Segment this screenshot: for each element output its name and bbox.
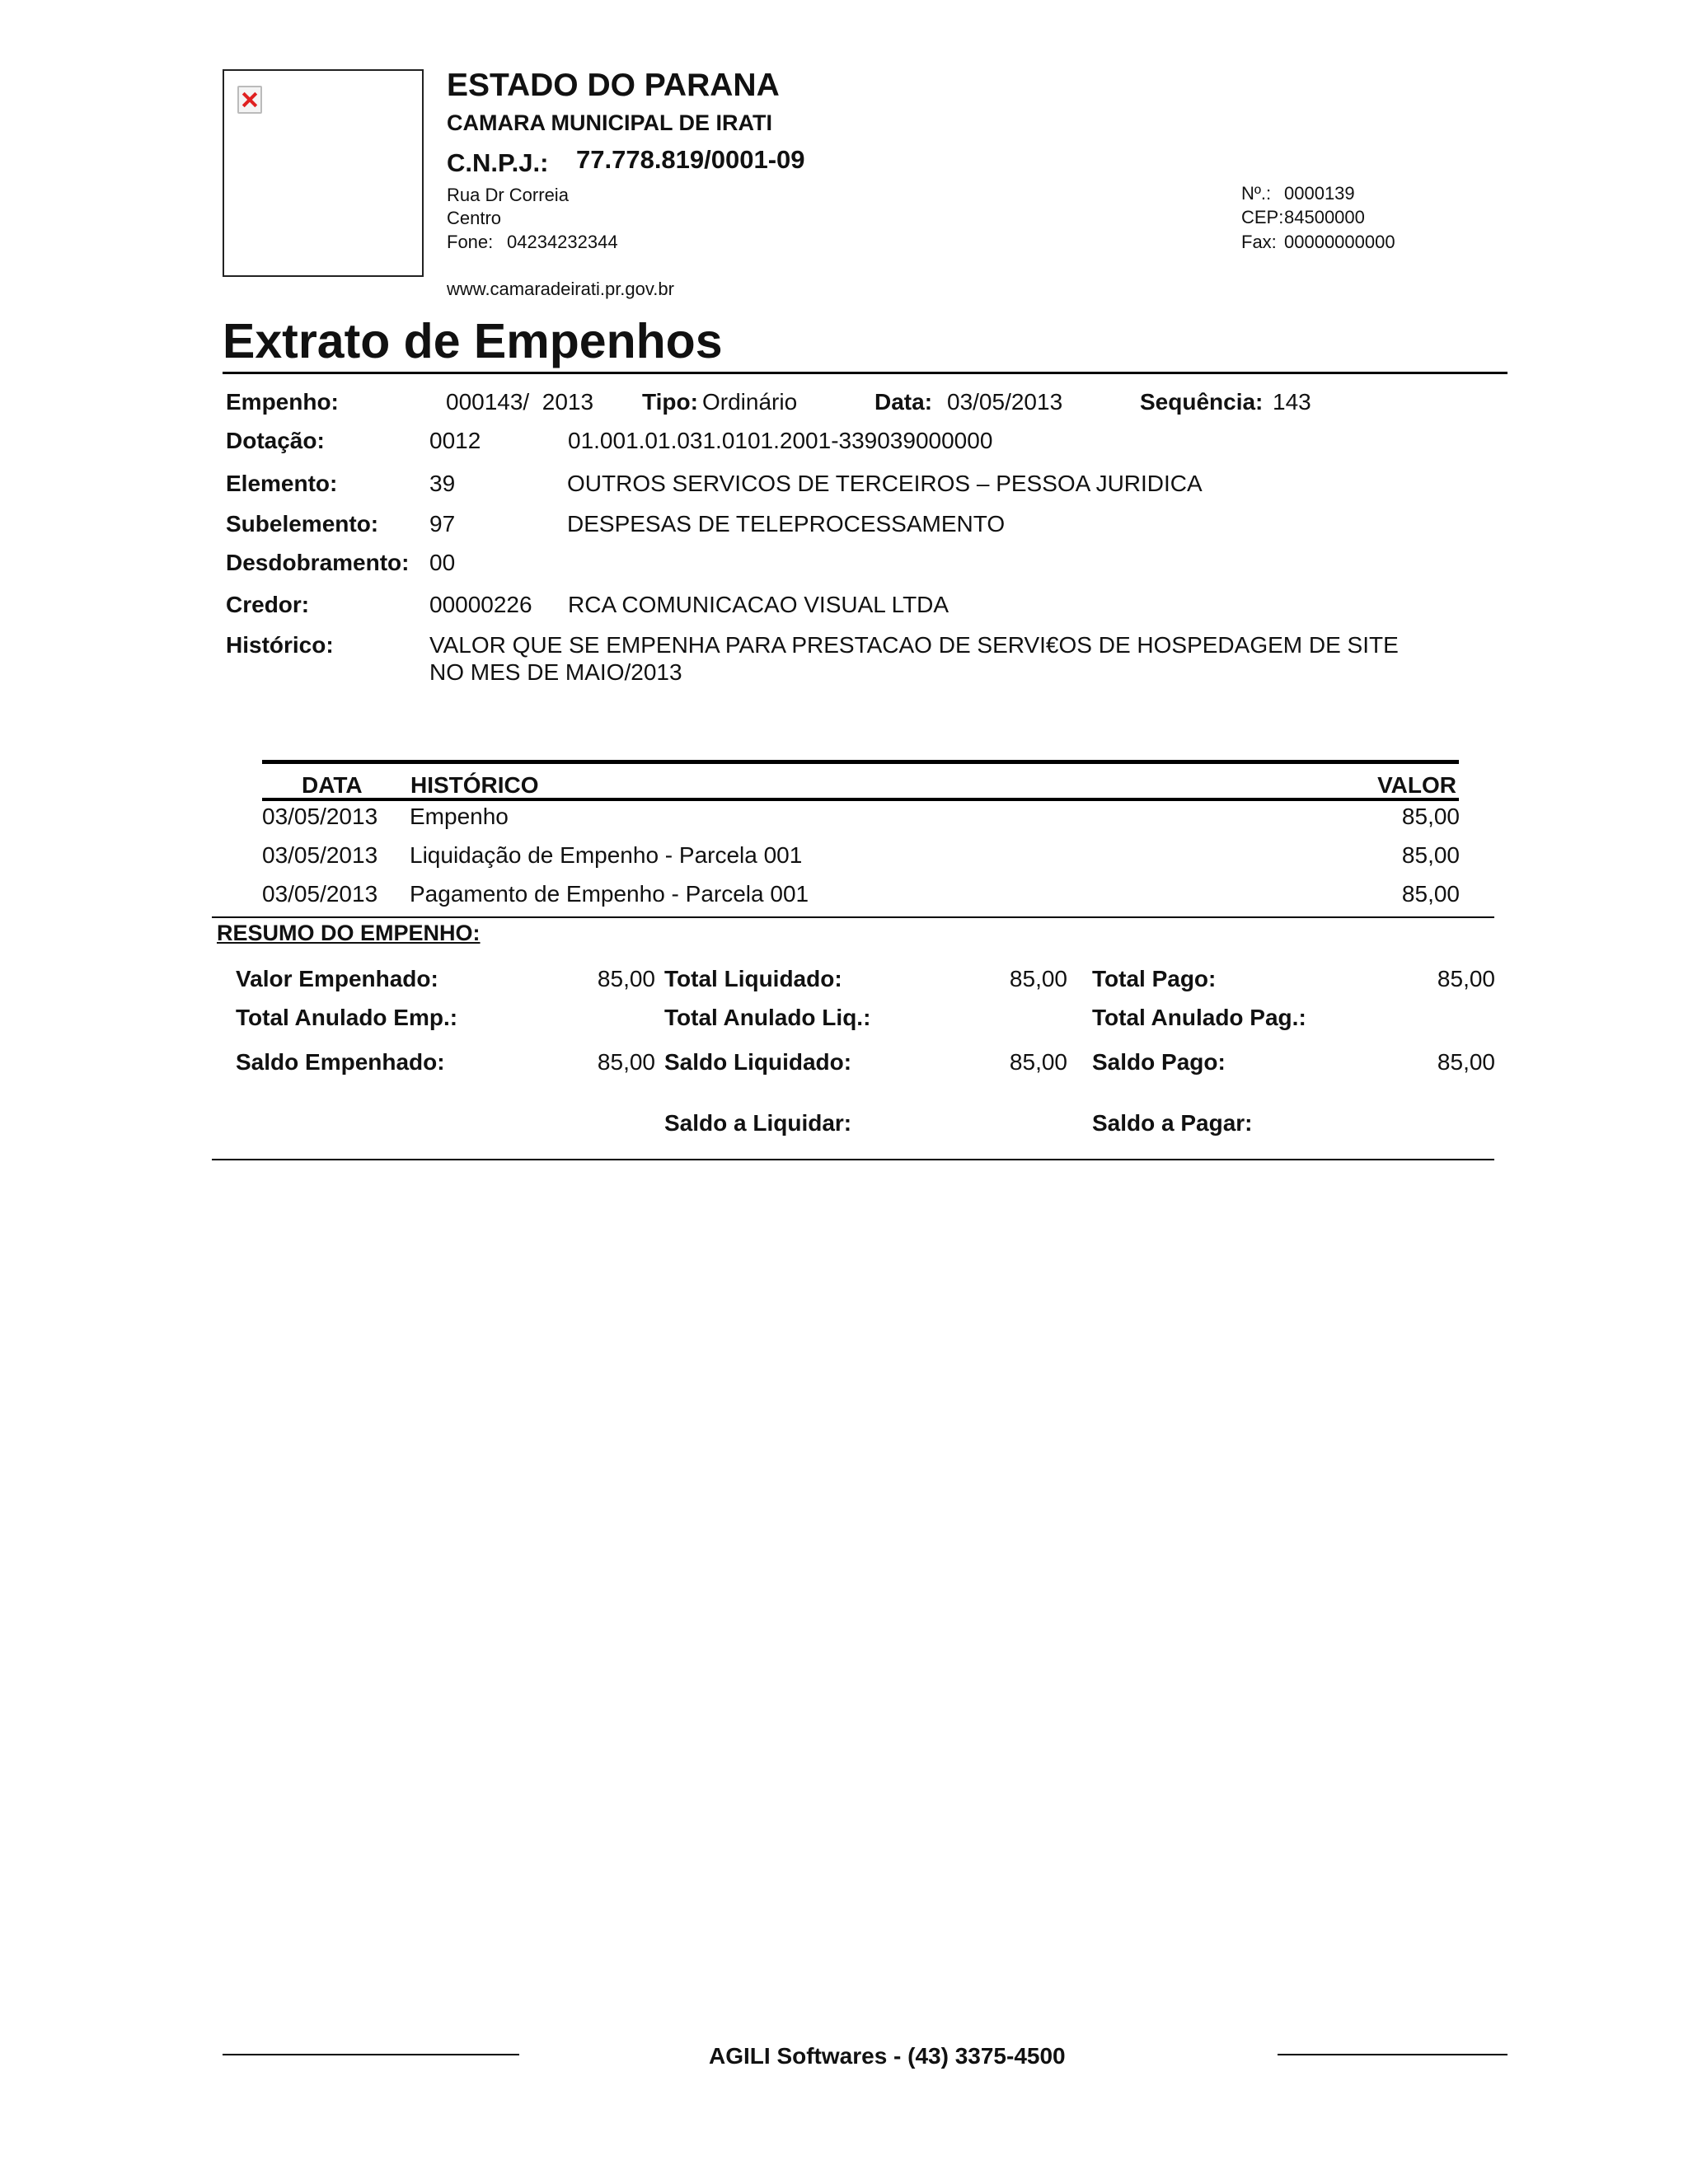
subelemento-label: Subelemento: [226, 511, 379, 537]
footer-text: AGILI Softwares - (43) 3375-4500 [709, 2043, 1066, 2069]
cnpj-label: C.N.P.J.: [447, 148, 549, 177]
dotacao-desc: 01.001.01.031.0101.2001-339039000000 [568, 428, 993, 453]
col-header-valor: VALOR [1377, 772, 1456, 798]
total-pago-label: Total Pago: [1092, 966, 1217, 991]
saldo-pago-value: 85,00 [1437, 1049, 1495, 1075]
elemento-desc: OUTROS SERVICOS DE TERCEIROS – PESSOA JURIDICA [567, 471, 1203, 496]
row-value: 85,00 [1401, 842, 1460, 868]
data-value: 03/05/2013 [947, 389, 1063, 415]
sequencia-label: Sequência: [1140, 389, 1264, 415]
dotacao-code: 0012 [429, 428, 481, 453]
total-anulado-pag-label: Total Anulado Pag.: [1092, 1005, 1306, 1030]
total-pago-value: 85,00 [1437, 966, 1495, 991]
sequencia-value: 143 [1273, 389, 1311, 415]
table-top-rule [262, 760, 1459, 764]
valor-empenhado-label: Valor Empenhado: [236, 966, 438, 991]
row-value: 85,00 [1401, 804, 1460, 829]
number-label: Nº.: [1241, 183, 1272, 204]
credor-name: RCA COMUNICACAO VISUAL LTDA [568, 592, 950, 617]
cep-value: 84500000 [1284, 207, 1365, 227]
fax-label: Fax: [1241, 232, 1277, 252]
row-date: 03/05/2013 [262, 804, 378, 829]
tipo-label: Tipo: [642, 389, 698, 415]
footer-rule-left [223, 2054, 519, 2055]
page-title: Extrato de Empenhos [223, 314, 723, 368]
state-name: ESTADO DO PARANA [447, 68, 780, 103]
broken-image-icon [237, 86, 262, 114]
desdobramento-code: 00 [429, 550, 456, 575]
table-header-rule [262, 798, 1459, 801]
row-description: Empenho [410, 804, 509, 829]
credor-label: Credor: [226, 592, 310, 617]
cnpj-value: 77.778.819/0001-09 [576, 145, 805, 174]
row-value: 85,00 [1401, 881, 1460, 907]
saldo-a-pagar-label: Saldo a Pagar: [1092, 1110, 1253, 1136]
historico-line-1: VALOR QUE SE EMPENHA PARA PRESTACAO DE SERVI€OS DE HOSPEDAGEM DE SITE [429, 632, 1399, 658]
dotacao-label: Dotação: [226, 428, 325, 453]
row-date: 03/05/2013 [262, 881, 378, 907]
empenho-value: 000143/ 2013 [446, 389, 594, 415]
row-description: Pagamento de Empenho - Parcela 001 [410, 881, 809, 907]
fax-value: 00000000000 [1284, 232, 1395, 252]
historico-line-2: NO MES DE MAIO/2013 [429, 659, 682, 685]
saldo-empenhado-value: 85,00 [597, 1049, 655, 1075]
historico-label: Histórico: [226, 632, 334, 658]
total-liquidado-label: Total Liquidado: [664, 966, 842, 991]
total-anulado-liq-label: Total Anulado Liq.: [664, 1005, 871, 1030]
footer-rule-right [1278, 2054, 1507, 2055]
total-liquidado-value: 85,00 [1009, 966, 1067, 991]
total-anulado-emp-label: Total Anulado Emp.: [236, 1005, 458, 1030]
elemento-code: 39 [429, 471, 456, 496]
summary-bottom-rule [212, 1159, 1494, 1160]
subelemento-desc: DESPESAS DE TELEPROCESSAMENTO [567, 511, 1006, 537]
phone-value: 04234232344 [507, 232, 618, 252]
website: www.camaradeirati.pr.gov.br [447, 279, 674, 299]
address-street: Rua Dr Correia [447, 185, 569, 205]
subelemento-code: 97 [429, 511, 456, 537]
data-label: Data: [874, 389, 933, 415]
tipo-value: Ordinário [702, 389, 798, 415]
title-underline [223, 372, 1507, 374]
saldo-empenhado-label: Saldo Empenhado: [236, 1049, 445, 1075]
saldo-pago-label: Saldo Pago: [1092, 1049, 1226, 1075]
credor-code: 00000226 [429, 592, 532, 617]
col-header-data: DATA [302, 772, 363, 798]
address-district: Centro [447, 208, 502, 228]
summary-top-rule [212, 916, 1494, 918]
valor-empenhado-value: 85,00 [597, 966, 655, 991]
row-description: Liquidação de Empenho - Parcela 001 [410, 842, 803, 868]
saldo-a-liquidar-label: Saldo a Liquidar: [664, 1110, 852, 1136]
saldo-liquidado-label: Saldo Liquidado: [664, 1049, 852, 1075]
saldo-liquidado-value: 85,00 [1009, 1049, 1067, 1075]
entity-name: CAMARA MUNICIPAL DE IRATI [447, 110, 772, 135]
cep-label: CEP: [1241, 207, 1284, 227]
elemento-label: Elemento: [226, 471, 338, 496]
summary-title: RESUMO DO EMPENHO: [217, 921, 481, 945]
desdobramento-label: Desdobramento: [226, 550, 410, 575]
phone-label: Fone: [447, 232, 494, 252]
empenho-label: Empenho: [226, 389, 339, 415]
number-value: 0000139 [1284, 183, 1355, 204]
row-date: 03/05/2013 [262, 842, 378, 868]
col-header-historico: HISTÓRICO [410, 772, 539, 798]
